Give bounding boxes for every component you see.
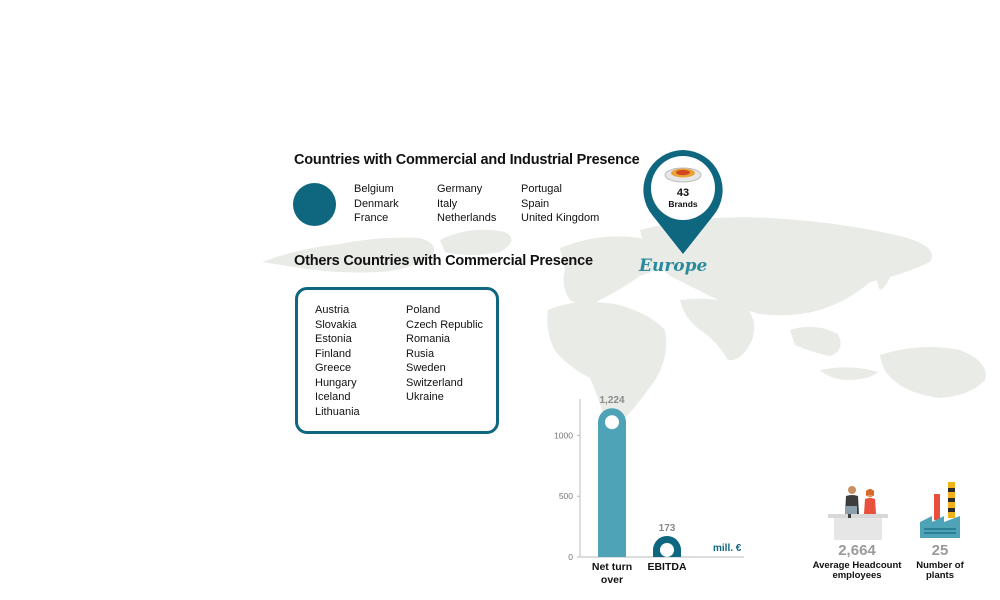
country-item: Austria bbox=[315, 304, 350, 316]
commercial-col-2 bbox=[406, 303, 483, 405]
country-item: United Kingdom bbox=[521, 212, 600, 224]
industrial-col-1 bbox=[354, 182, 399, 226]
y-tick-label: 0 bbox=[568, 552, 573, 562]
country-item: Romania bbox=[406, 333, 451, 345]
country-item: Greece bbox=[315, 362, 352, 374]
chart-unit-label: mill. € bbox=[713, 543, 742, 554]
plants-value: 25 bbox=[931, 542, 949, 559]
region-label: Europe bbox=[639, 256, 708, 276]
industrial-heading: Countries with Commercial and Industrial Presence bbox=[294, 152, 640, 168]
country-item: Finland bbox=[315, 347, 352, 360]
y-tick-label: 1000 bbox=[554, 430, 573, 441]
country-item: Portugal bbox=[521, 183, 562, 195]
country-item: Switzerland bbox=[406, 376, 463, 389]
industrial-marker-dot bbox=[293, 183, 336, 226]
country-item: Ukraine bbox=[406, 391, 444, 403]
country-item: Denmark bbox=[354, 197, 399, 210]
bar-cap-dot bbox=[605, 415, 619, 429]
country-item: Poland bbox=[406, 304, 441, 316]
category-label: Net turn bbox=[591, 561, 633, 573]
country-item: Czech Republic bbox=[406, 318, 484, 331]
country-item: Estonia bbox=[315, 333, 352, 345]
country-item: France bbox=[354, 212, 389, 224]
brands-label: Brands bbox=[668, 199, 698, 209]
factory-icon bbox=[918, 480, 962, 540]
country-item: Netherlands bbox=[437, 212, 497, 224]
country-item: Italy bbox=[437, 197, 458, 210]
plants-label: Number of plants bbox=[916, 560, 964, 581]
category-label: EBITDA bbox=[647, 561, 687, 573]
data-label: 1,224 bbox=[599, 395, 625, 407]
y-tick-label: 500 bbox=[558, 491, 573, 502]
country-item: Slovakia bbox=[315, 318, 357, 331]
country-item: Rusia bbox=[406, 347, 435, 360]
data-label: 173 bbox=[658, 522, 676, 534]
country-item: Spain bbox=[521, 197, 550, 210]
category-label: over bbox=[600, 574, 624, 586]
bar bbox=[598, 408, 626, 557]
country-item: Iceland bbox=[315, 391, 351, 403]
industrial-col-3 bbox=[521, 182, 599, 226]
headcount-value: 2,664 bbox=[838, 542, 876, 559]
office-workers-icon bbox=[826, 484, 890, 542]
financial-bar-chart bbox=[540, 395, 760, 595]
country-item: Hungary bbox=[315, 376, 357, 389]
headcount-label: Average Headcount employees bbox=[812, 560, 902, 581]
bar-cap-dot bbox=[660, 543, 674, 557]
country-item: Germany bbox=[437, 183, 483, 195]
country-item: Lithuania bbox=[315, 405, 360, 418]
brands-count: 43 bbox=[676, 187, 690, 199]
industrial-col-2 bbox=[437, 182, 496, 226]
country-item: Sweden bbox=[406, 362, 446, 374]
commercial-col-1 bbox=[315, 303, 360, 419]
pasta-plate-icon bbox=[665, 168, 701, 182]
commercial-heading: Others Countries with Commercial Presence bbox=[294, 253, 593, 269]
country-item: Belgium bbox=[354, 183, 394, 195]
